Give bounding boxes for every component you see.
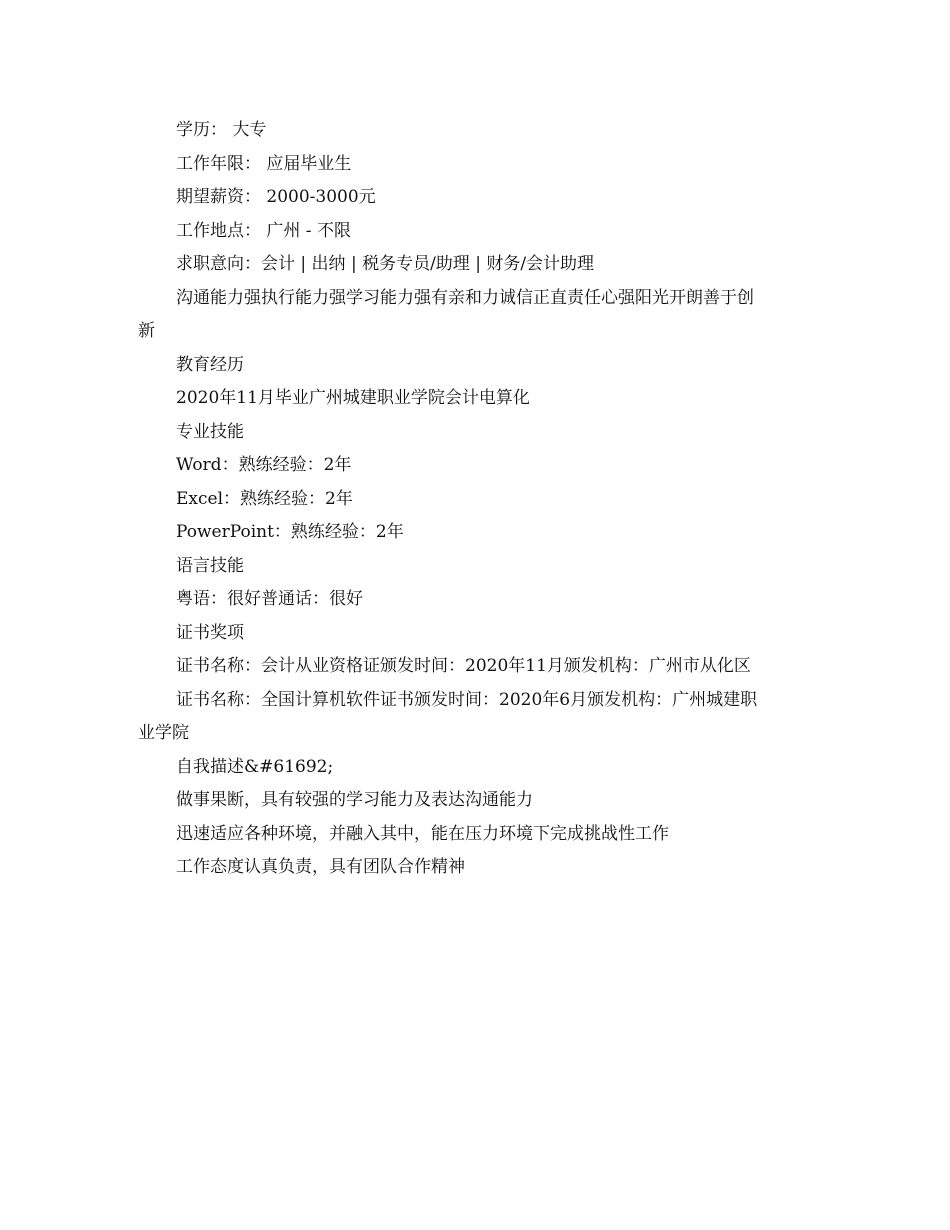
language-item: 粤语：很好普通话：很好 bbox=[176, 589, 363, 609]
summary-line-1: 沟通能力强执行能力强学习能力强有亲和力诚信正直责任心强阳光开朗善于创 bbox=[176, 287, 754, 308]
certificate-item-1: 证书名称：会计从业资格证颁发时间：2020年11月颁发机构：广州市从化区 bbox=[176, 656, 751, 676]
skill-excel: Excel：熟练经验：2年 bbox=[176, 488, 353, 509]
education-item: 2020年11月毕业广州城建职业学院会计电算化 bbox=[176, 388, 530, 408]
resume-document bbox=[138, 114, 818, 885]
certificate-item-2-continued: 业学院 bbox=[138, 723, 189, 743]
language-heading: 语言技能 bbox=[176, 555, 244, 576]
summary-line-2: 新 bbox=[138, 321, 155, 341]
self-description-heading: 自我描述&#61692; bbox=[176, 756, 334, 777]
skill-powerpoint: PowerPoint：熟练经验：2年 bbox=[176, 522, 404, 542]
self-description-item-2: 迅速适应各种环境，并融入其中，能在压力环境下完成挑战性工作 bbox=[176, 823, 669, 844]
education-level: 学历： 大专 bbox=[176, 120, 267, 140]
work-years: 工作年限： 应届毕业生 bbox=[176, 153, 352, 174]
certificate-heading: 证书奖项 bbox=[176, 622, 244, 643]
self-description-item-3: 工作态度认真负责，具有团队合作精神 bbox=[176, 857, 465, 877]
job-intent: 求职意向：会计 | 出纳 | 税务专员/助理 | 财务/会计助理 bbox=[176, 254, 595, 274]
skills-heading: 专业技能 bbox=[176, 421, 244, 442]
expected-salary: 期望薪资： 2000-3000元 bbox=[176, 187, 376, 207]
self-description-item-1: 做事果断，具有较强的学习能力及表达沟通能力 bbox=[176, 790, 533, 810]
work-location: 工作地点： 广州 - 不限 bbox=[176, 220, 351, 241]
education-heading: 教育经历 bbox=[176, 354, 244, 375]
skill-word: Word：熟练经验：2年 bbox=[176, 455, 352, 475]
certificate-item-2: 证书名称：全国计算机软件证书颁发时间：2020年6月颁发机构：广州城建职 bbox=[176, 689, 758, 710]
